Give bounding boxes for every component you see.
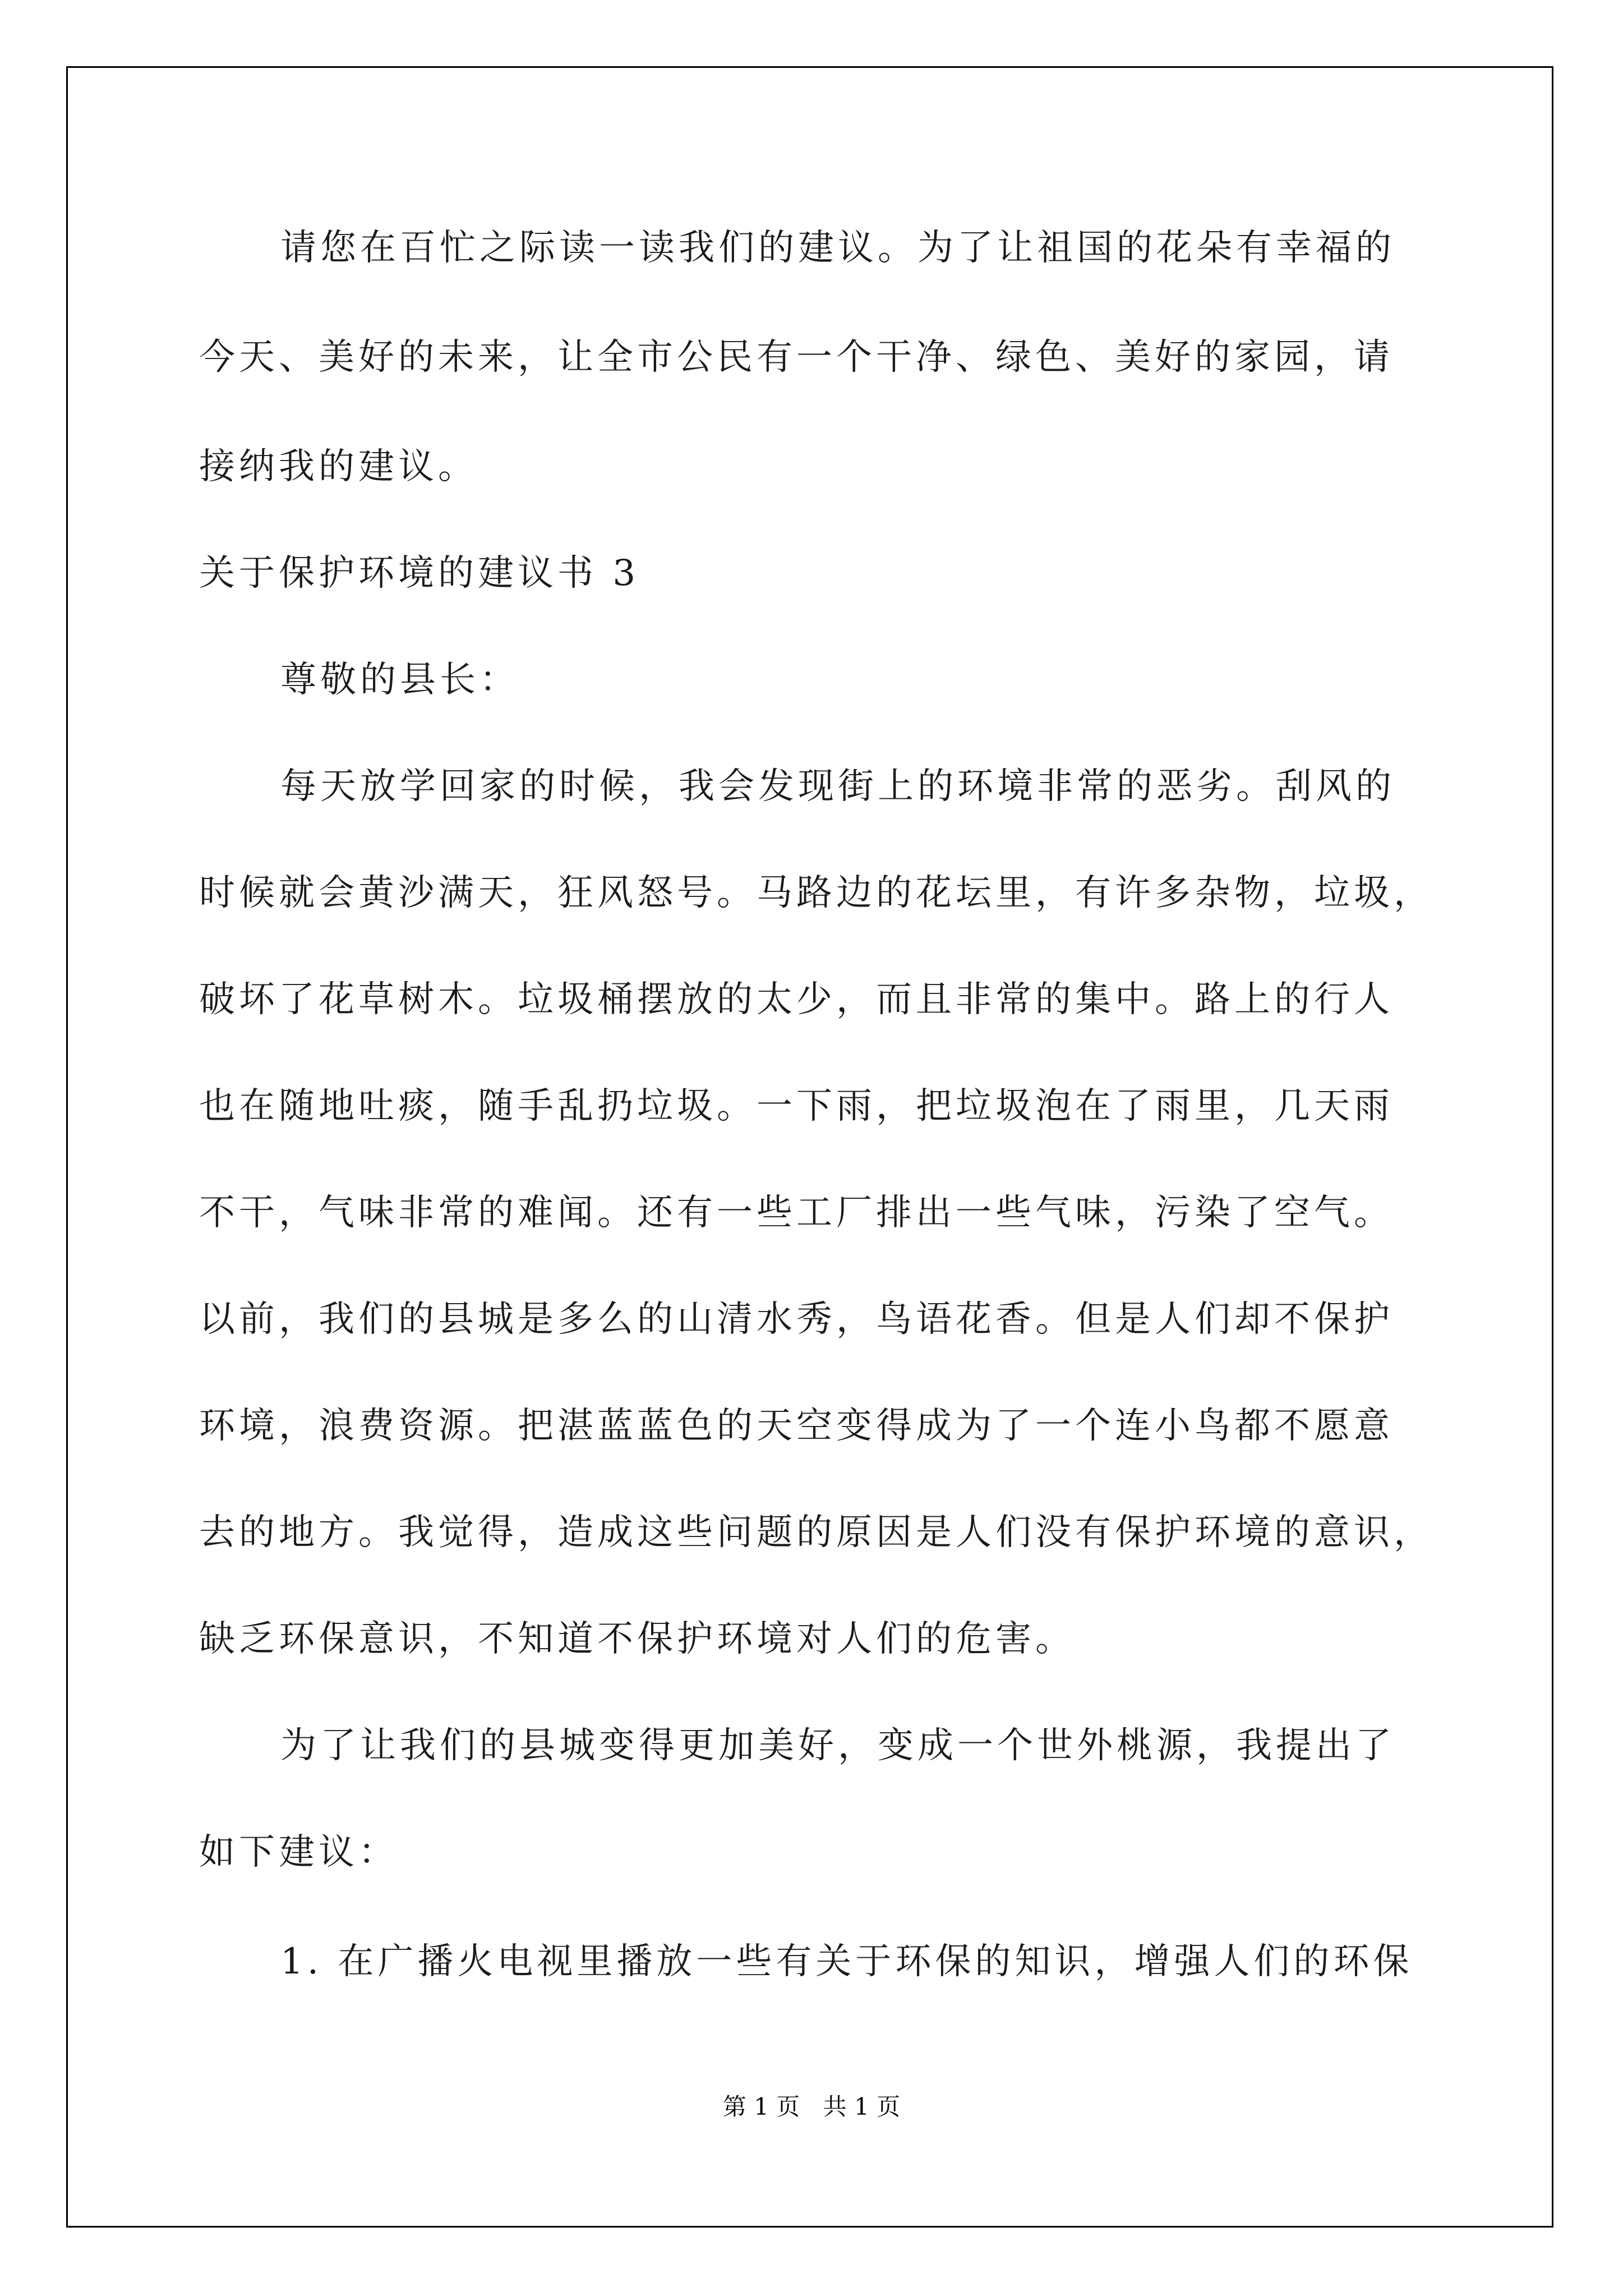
paragraph-line: 以前，我们的县城是多么的山清水秀，鸟语花香。但是人们却不保护 [199, 1299, 1394, 1340]
paragraph-line: 如下建议： [199, 1832, 398, 1873]
paragraph-line: 请您在百忙之际读一读我们的建议。为了让祖国的花朵有幸福的 [280, 227, 1395, 269]
paragraph-line: 接纳我的建议。 [199, 446, 478, 487]
paragraph-line: 今天、美好的未来，让全市公民有一个干净、绿色、美好的家园，请 [199, 337, 1394, 378]
paragraph-line: 时候就会黄沙满天，狂风怒号。马路边的花坛里，有许多杂物，垃圾， [199, 872, 1433, 914]
paragraph-line: 不干，气味非常的难闻。还有一些工厂排出一些气味，污染了空气。 [199, 1192, 1394, 1234]
paragraph-line: 去的地方。我觉得，造成这些问题的原因是人们没有保护环境的意识， [199, 1512, 1433, 1553]
section-heading: 关于保护环境的建议书 3 [199, 553, 640, 594]
page-total: 共 1 页 [823, 2093, 901, 2120]
paragraph-line: 环境，浪费资源。把湛蓝蓝色的天空变得成为了一个连小鸟都不愿意 [199, 1405, 1394, 1447]
paragraph-line: 也在随地吐痰，随手乱扔垃圾。一下雨，把垃圾泡在了雨里，几天雨 [199, 1085, 1394, 1127]
page-border [66, 66, 1553, 2228]
page-footer [0, 2088, 1623, 2122]
list-item-line: 1. 在广播火电视里播放一些有关于环保的知识，增强人们的环保 [280, 1941, 1413, 1982]
salutation: 尊敬的县长： [280, 659, 519, 701]
paragraph-line: 破坏了花草树木。垃圾桶摆放的太少，而且非常的集中。路上的行人 [199, 979, 1394, 1020]
paragraph-line: 为了让我们的县城变得更加美好，变成一个世外桃源，我提出了 [280, 1725, 1395, 1766]
paragraph-line: 缺乏环保意识，不知道不保护环境对人们的危害。 [199, 1618, 1075, 1660]
page-number: 第 1 页 [722, 2093, 800, 2120]
paragraph-line: 每天放学回家的时候，我会发现街上的环境非常的恶劣。刮风的 [280, 766, 1395, 807]
